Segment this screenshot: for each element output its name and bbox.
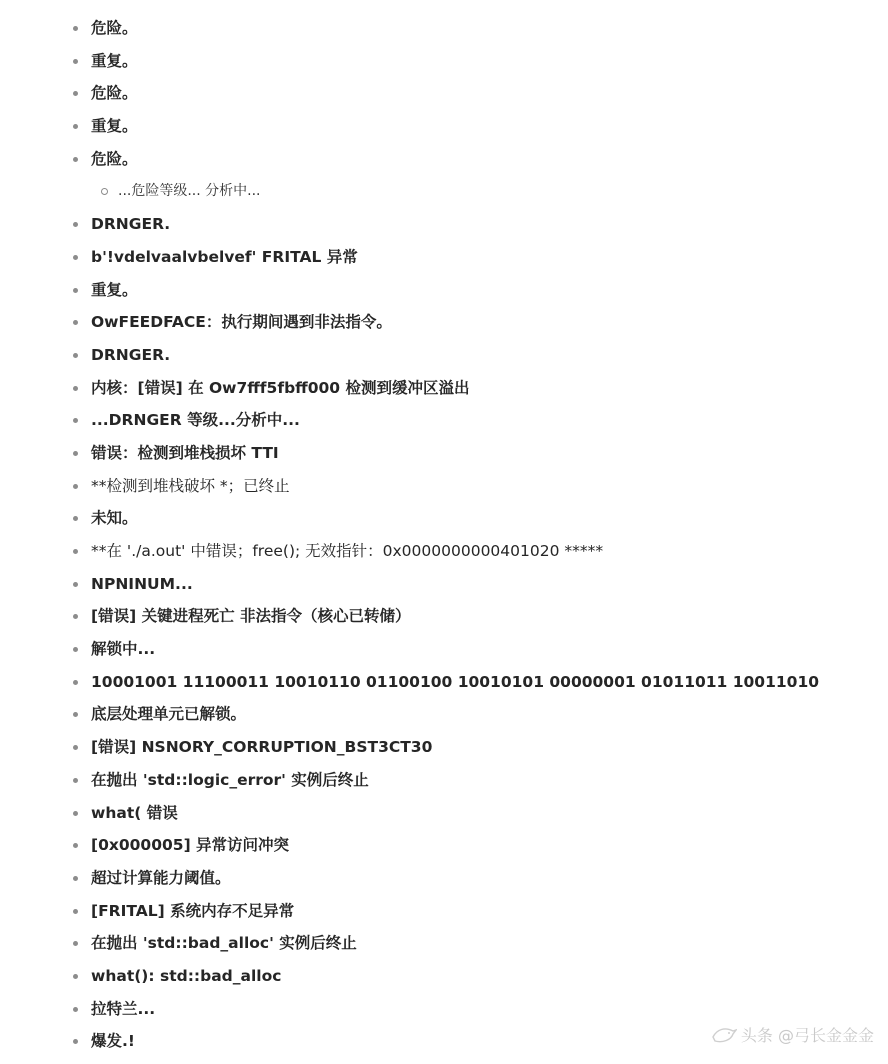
hollow-bullet-icon: [101, 188, 108, 195]
list-item-text: 危险。: [91, 19, 138, 37]
list-item-text: 10001001 11100011 10010110 01100100 10010101 00000001 01011011 10011010: [91, 672, 820, 691]
bullet-icon: [73, 59, 78, 64]
list-item-text: what( 错误: [91, 803, 178, 822]
list-item: [0, 77, 888, 110]
list-item-text: 解锁中...: [91, 640, 156, 659]
bullet-icon: [73, 157, 78, 162]
list-item-text: 重复。: [91, 117, 138, 136]
list-item: [0, 666, 888, 699]
bullet-icon: [73, 647, 78, 652]
list-item: [0, 110, 888, 143]
bullet-icon: [73, 745, 78, 750]
bullet-icon: [73, 255, 78, 260]
list-item-text: [0x000005] 异常访问冲突: [91, 836, 290, 855]
list-item: [0, 731, 888, 764]
list-item-text: 重复。: [91, 280, 138, 299]
list-item-text: 在抛出 'std::bad_alloc' 实例后终止: [91, 934, 357, 953]
list-item: [0, 339, 888, 372]
list-item-text: **检测到堆栈破坏 *；已终止: [91, 476, 290, 495]
list-item: [0, 12, 888, 45]
list-item-text: 重复。: [91, 51, 138, 70]
list-item-text: ...DRNGER 等级...分析中...: [91, 411, 300, 430]
list-item: [0, 698, 888, 731]
bullet-icon: [73, 1007, 78, 1012]
list-item-text: what(): std::bad_alloc: [91, 966, 282, 985]
sub-list-item: [0, 175, 888, 208]
list-item: [0, 862, 888, 895]
bullet-icon: [73, 909, 78, 914]
list-item-text: DRNGER.: [91, 345, 171, 364]
bullet-icon: [73, 222, 78, 227]
bullet-icon: [73, 91, 78, 96]
list-item: [0, 404, 888, 437]
list-item-text: 底层处理单元已解锁。: [91, 705, 247, 724]
bullet-icon: [73, 582, 78, 587]
list-item: [0, 502, 888, 535]
list-item: [0, 764, 888, 797]
bullet-icon: [73, 320, 78, 325]
bullet-icon: [73, 549, 78, 554]
list-item: [0, 241, 888, 274]
bullet-icon: [73, 516, 78, 521]
list-item: [0, 535, 888, 568]
bullet-icon: [73, 451, 78, 456]
list-item-text: 内核：[错误] 在 Ow7fff5fbff000 检测到缓冲区溢出: [91, 378, 470, 397]
bullet-icon: [73, 484, 78, 489]
list-item-text: [错误] NSNORY_CORRUPTION_BST3CT30: [91, 738, 433, 757]
list-item: [0, 568, 888, 601]
list-item: [0, 306, 888, 339]
bullet-icon: [73, 386, 78, 391]
list-item-text: 危险。: [91, 84, 138, 103]
list-item-text: DRNGER.: [91, 215, 171, 234]
bullet-icon: [73, 26, 78, 31]
list-item: [0, 960, 888, 993]
log-list: [0, 12, 888, 1058]
bullet-icon: [73, 712, 78, 717]
bullet-icon: [73, 941, 78, 946]
bullet-icon: [73, 124, 78, 129]
list-item: [0, 600, 888, 633]
bullet-icon: [73, 811, 78, 816]
list-item-text: 爆发.!: [91, 1032, 135, 1051]
list-item: [0, 143, 888, 176]
list-item: [0, 633, 888, 666]
list-item: [0, 797, 888, 830]
list-item: [0, 437, 888, 470]
bullet-icon: [73, 778, 78, 783]
list-item-text: [错误] 关键进程死亡 非法指令（核心已转储）: [91, 607, 411, 626]
list-item-text: NPNINUM...: [91, 574, 193, 593]
list-item: [0, 372, 888, 405]
bullet-icon: [73, 353, 78, 358]
bullet-icon: [73, 1039, 78, 1044]
list-item: [0, 470, 888, 503]
list-item: [0, 993, 888, 1026]
list-item-text: 危险。: [91, 149, 138, 168]
list-item-text: [FRITAL] 系统内存不足异常: [91, 901, 295, 920]
bird-logo-icon: [711, 1025, 737, 1045]
list-item-text: 错误：检测到堆栈损坏 TTI: [91, 443, 279, 462]
list-item-text: 未知。: [91, 509, 138, 528]
list-item-text: b'!vdelvaalvbelvef' FRITAL 异常: [91, 247, 358, 266]
list-item: [0, 927, 888, 960]
list-item-text: OwFEEDFACE：执行期间遇到非法指令。: [91, 313, 392, 332]
list-item: [0, 45, 888, 78]
bullet-icon: [73, 418, 78, 423]
list-item-text: ...危险等级... 分析中...: [118, 183, 261, 200]
list-item: [0, 274, 888, 307]
list-item: [0, 829, 888, 862]
list-item-text: 超过计算能力阈值。: [91, 868, 231, 887]
list-item-text: **在 './a.out' 中错误；free(); 无效指针：0x0000000000401020 *****: [91, 542, 604, 560]
bullet-icon: [73, 614, 78, 619]
list-item-text: 在抛出 'std::logic_error' 实例后终止: [91, 770, 369, 789]
list-item-text: 拉特兰...: [91, 999, 156, 1018]
watermark-text: 头条 @弓长金金金: [740, 1026, 874, 1045]
bullet-icon: [73, 876, 78, 881]
list-item: [0, 895, 888, 928]
watermark: [711, 1023, 874, 1046]
list-item: [0, 208, 888, 241]
bullet-icon: [73, 843, 78, 848]
bullet-icon: [73, 974, 78, 979]
bullet-icon: [73, 680, 78, 685]
bullet-icon: [73, 288, 78, 293]
